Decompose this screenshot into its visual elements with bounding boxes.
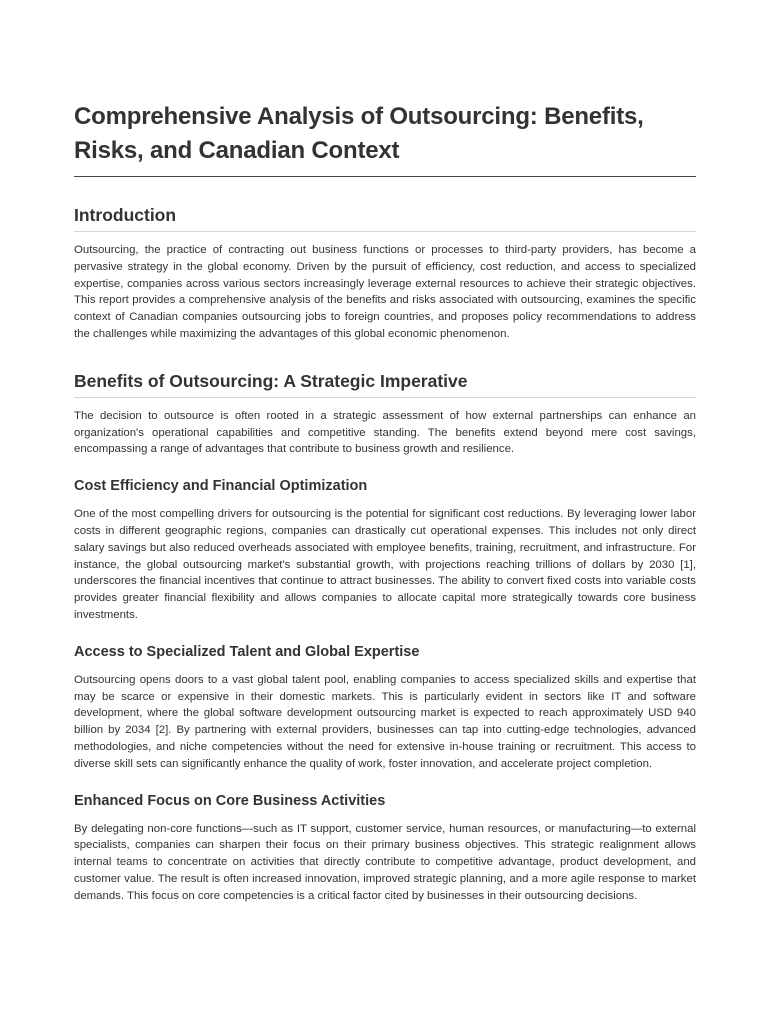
subsection-cost-efficiency xyxy=(74,476,696,624)
cost-efficiency-heading: Cost Efficiency and Financial Optimization xyxy=(74,478,368,495)
subsection-specialized-talent xyxy=(74,642,696,773)
core-focus-heading: Enhanced Focus on Core Business Activities xyxy=(74,792,386,809)
introduction-heading: Introduction xyxy=(74,205,177,225)
core-focus-paragraph: By delegating non-core functions—such as IT support, customer service, human resources, or manufacturing—to external specialists, companies can sharpen their focus on their primary business objectives. This strategic realignment allows internal teams to concentrate on activities that directly contribute to competitive advantage, product development, and customer value. The result is often increased innovation, improved strategic planning, and a more agile response to market demands. This focus on core competencies is a critical factor cited by businesses in their outsourcing decisions. xyxy=(74,822,696,902)
introduction-divider xyxy=(74,231,696,232)
benefits-heading: Benefits of Outsourcing: A Strategic Imperative xyxy=(74,370,468,391)
specialized-talent-heading: Access to Specialized Talent and Global Expertise xyxy=(74,643,420,660)
subsection-core-focus xyxy=(74,791,696,905)
specialized-talent-paragraph: Outsourcing opens doors to a vast global talent pool, enabling companies to access specialized skills and expertise that may be scarce or expensive in their domestic markets. This is particularly evident in sectors like IT and software development, where the global software development outsourcing market is expected to reach approximately USD 940 billion by 2034 [2]. By partnering with external providers, businesses can tap into cutting-edge technologies, advanced methodologies, and niche competencies without the need for extensive in-house training or recruitment. This access to diverse skill sets can significantly enhance the quality of work, foster innovation, and accelerate project completion. xyxy=(74,673,696,770)
benefits-paragraph: The decision to outsource is often rooted in a strategic assessment of how external partnerships can enhance an organization's operational capabilities and competitive standing. The benefits extend beyond mere cost savings, encompassing a range of advantages that contribute to business growth and resilience. xyxy=(74,409,696,456)
introduction-section xyxy=(74,203,696,343)
title-divider xyxy=(74,176,696,177)
benefits-divider xyxy=(74,397,696,398)
cost-efficiency-paragraph: One of the most compelling drivers for outsourcing is the potential for significant cost reductions. By leveraging lower labor costs in different geographic regions, companies can drastically cut operational expenses. This includes not only direct salary savings but also reduced overheads associated with employee benefits, training, recruitment, and infrastructure. For instance, the global outsourcing market's substantial growth, with projections reaching trillions of dollars by 2030 [1], underscores the financial incentives that continue to attract businesses. The ability to convert fixed costs into variable costs provides greater financial flexibility and allows companies to allocate capital more strategically towards core business investments. xyxy=(74,508,696,621)
benefits-section xyxy=(74,369,696,905)
introduction-paragraph: Outsourcing, the practice of contracting out business functions or processes to third-party providers, has become a pervasive strategy in the global economy. Driven by the pursuit of efficiency, cost reduction, and access to specialized expertise, companies across various sectors increasingly leverage external resources to achieve their strategic objectives. This report provides a comprehensive analysis of the benefits and risks associated with outsourcing, examines the specific context of Canadian companies outsourcing jobs to foreign countries, and proposes policy recommendations to address the challenges while maximizing the advantages of this global economic phenomenon. xyxy=(74,244,696,340)
document-title: Comprehensive Analysis of Outsourcing: Benefits, Risks, and Canadian Context xyxy=(74,103,644,164)
